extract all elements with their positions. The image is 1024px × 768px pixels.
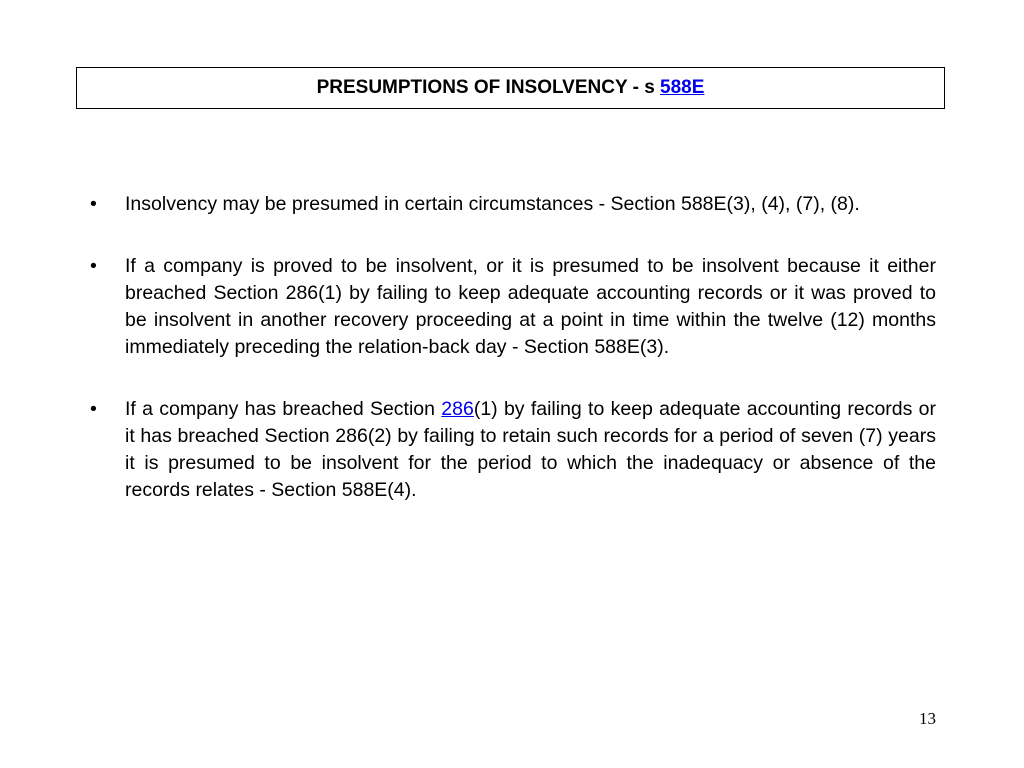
- bullet-marker: •: [90, 255, 97, 277]
- bullet-marker: •: [90, 398, 97, 420]
- bullet-marker: •: [90, 193, 97, 215]
- slide-title-text: PRESUMPTIONS OF INSOLVENCY - s: [316, 77, 655, 98]
- section-286-link[interactable]: 286: [441, 398, 474, 420]
- bullet-text: If a company is proved to be insolvent, or it is presumed to be insolvent because it either breached Section 286(1) by failing to keep adequate accounting records or it was proved to be insolvent in another recovery proceeding at a point in time within the twelve (12) months immediately preceding the relation-back day - Section 588E(3).: [125, 255, 936, 358]
- section-588e-link[interactable]: 588E: [660, 77, 705, 98]
- bullet-text-before: If a company has breached Section: [125, 398, 442, 420]
- bullet-text-after: (1) by failing to keep adequate accounting records or it has breached Section 286(2) by failing to retain such records for a period of seven (7) years it is presumed to be insolvent for the period to which the inadequacy or absence of the records relates - Section 588E(4).: [125, 398, 937, 501]
- bullet-item: [90, 396, 936, 504]
- bullet-item: [90, 253, 936, 361]
- bullet-item: [90, 191, 936, 218]
- page-number: 13: [919, 709, 936, 728]
- bullet-list: [90, 191, 936, 539]
- bullet-text: Insolvency may be presumed in certain circumstances - Section 588E(3), (4), (7), (8).: [125, 193, 860, 215]
- slide-title: [76, 67, 945, 109]
